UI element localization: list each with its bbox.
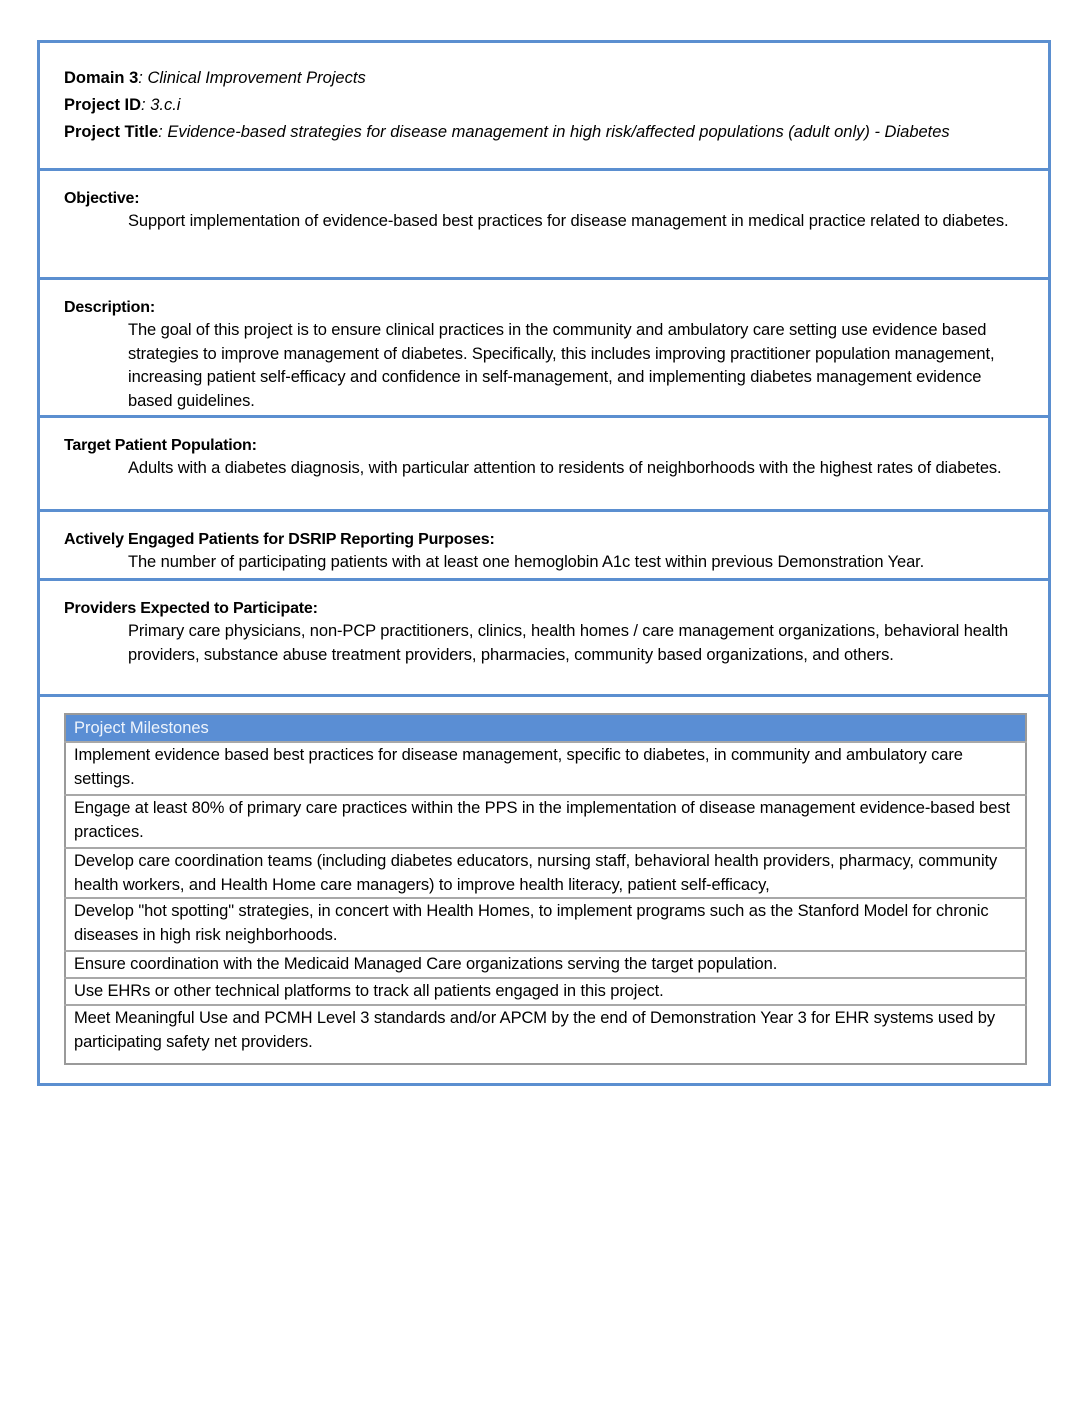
objective-text: Support implementation of evidence-based best practices for disease management in medical practice related to diabetes.	[128, 212, 1009, 230]
actively-engaged-heading: Actively Engaged Patients for DSRIP Reporting Purposes:	[64, 531, 495, 548]
milestones-section	[40, 697, 1048, 1083]
milestone-text: Develop care coordination teams (including diabetes educators, nursing staff, behavioral health providers, pharmacy, community health workers, and Health Home care managers) to improve health literacy, patient self-efficacy,	[74, 852, 998, 894]
domain-label: Domain 3	[64, 69, 139, 87]
project-title-line	[64, 119, 1024, 146]
milestone-row	[65, 898, 1026, 951]
providers-text: Primary care physicians, non-PCP practitioners, clinics, health homes / care management organizations, behavioral health providers, substance abuse treatment providers, pharmacies, community based organizations, and others.	[128, 622, 1009, 664]
target-population-section	[40, 418, 1048, 512]
providers-heading: Providers Expected to Participate:	[64, 600, 318, 617]
project-id-value: : 3.c.i	[141, 96, 181, 114]
domain-line	[64, 65, 1024, 92]
project-title-value: : Evidence-based strategies for disease management in high risk/affected populations (adult only) - Diabetes	[158, 123, 950, 141]
milestones-header: Project Milestones	[65, 714, 1026, 742]
actively-engaged-section	[40, 512, 1048, 581]
objective-heading: Objective:	[64, 190, 140, 207]
description-text: The goal of this project is to ensure clinical practices in the community and ambulatory care setting use evidence based strategies to improve management of diabetes. Specifically, this includes improving practitioner population management, increasing patient self-efficacy and confidence in self-management, and implementing diabetes management evidence based guidelines.	[128, 321, 995, 410]
milestone-text: Meet Meaningful Use and PCMH Level 3 standards and/or APCM by the end of Demonstration Year 3 for EHR systems used by participating safety net providers.	[65, 1005, 1026, 1064]
milestone-text: Develop "hot spotting" strategies, in concert with Health Homes, to implement programs such as the Stanford Model for chronic diseases in high risk neighborhoods.	[65, 898, 1026, 951]
milestone-text: Engage at least 80% of primary care practices within the PPS in the implementation of disease management evidence-based best practices.	[65, 795, 1026, 848]
milestone-row	[65, 742, 1026, 795]
milestone-row	[65, 1005, 1026, 1064]
providers-section	[40, 581, 1048, 697]
target-population-text: Adults with a diabetes diagnosis, with particular attention to residents of neighborhoods with the highest rates of diabetes.	[128, 459, 1002, 477]
description-section	[40, 280, 1048, 418]
milestone-row	[65, 795, 1026, 848]
milestones-header-row	[65, 714, 1026, 742]
milestone-row	[65, 978, 1026, 1005]
milestone-text: Use EHRs or other technical platforms to track all patients engaged in this project.	[65, 978, 1026, 1005]
milestones-table	[64, 713, 1027, 1065]
milestone-text: Implement evidence based best practices for disease management, specific to diabetes, in community and ambulatory care settings.	[65, 742, 1026, 795]
project-id-line	[64, 92, 1024, 119]
project-title-label: Project Title	[64, 123, 159, 141]
domain-value: : Clinical Improvement Projects	[138, 69, 366, 87]
project-header	[40, 43, 1048, 171]
objective-section	[40, 171, 1048, 280]
project-document-frame	[37, 40, 1051, 1086]
target-population-heading: Target Patient Population:	[64, 437, 257, 454]
project-id-label: Project ID	[64, 96, 142, 114]
milestone-row	[65, 951, 1026, 978]
milestone-text: Ensure coordination with the Medicaid Managed Care organizations serving the target population.	[65, 951, 1026, 978]
actively-engaged-text: The number of participating patients with at least one hemoglobin A1c test within previous Demonstration Year.	[128, 553, 925, 571]
description-heading: Description:	[64, 299, 155, 316]
milestone-row	[65, 848, 1026, 898]
